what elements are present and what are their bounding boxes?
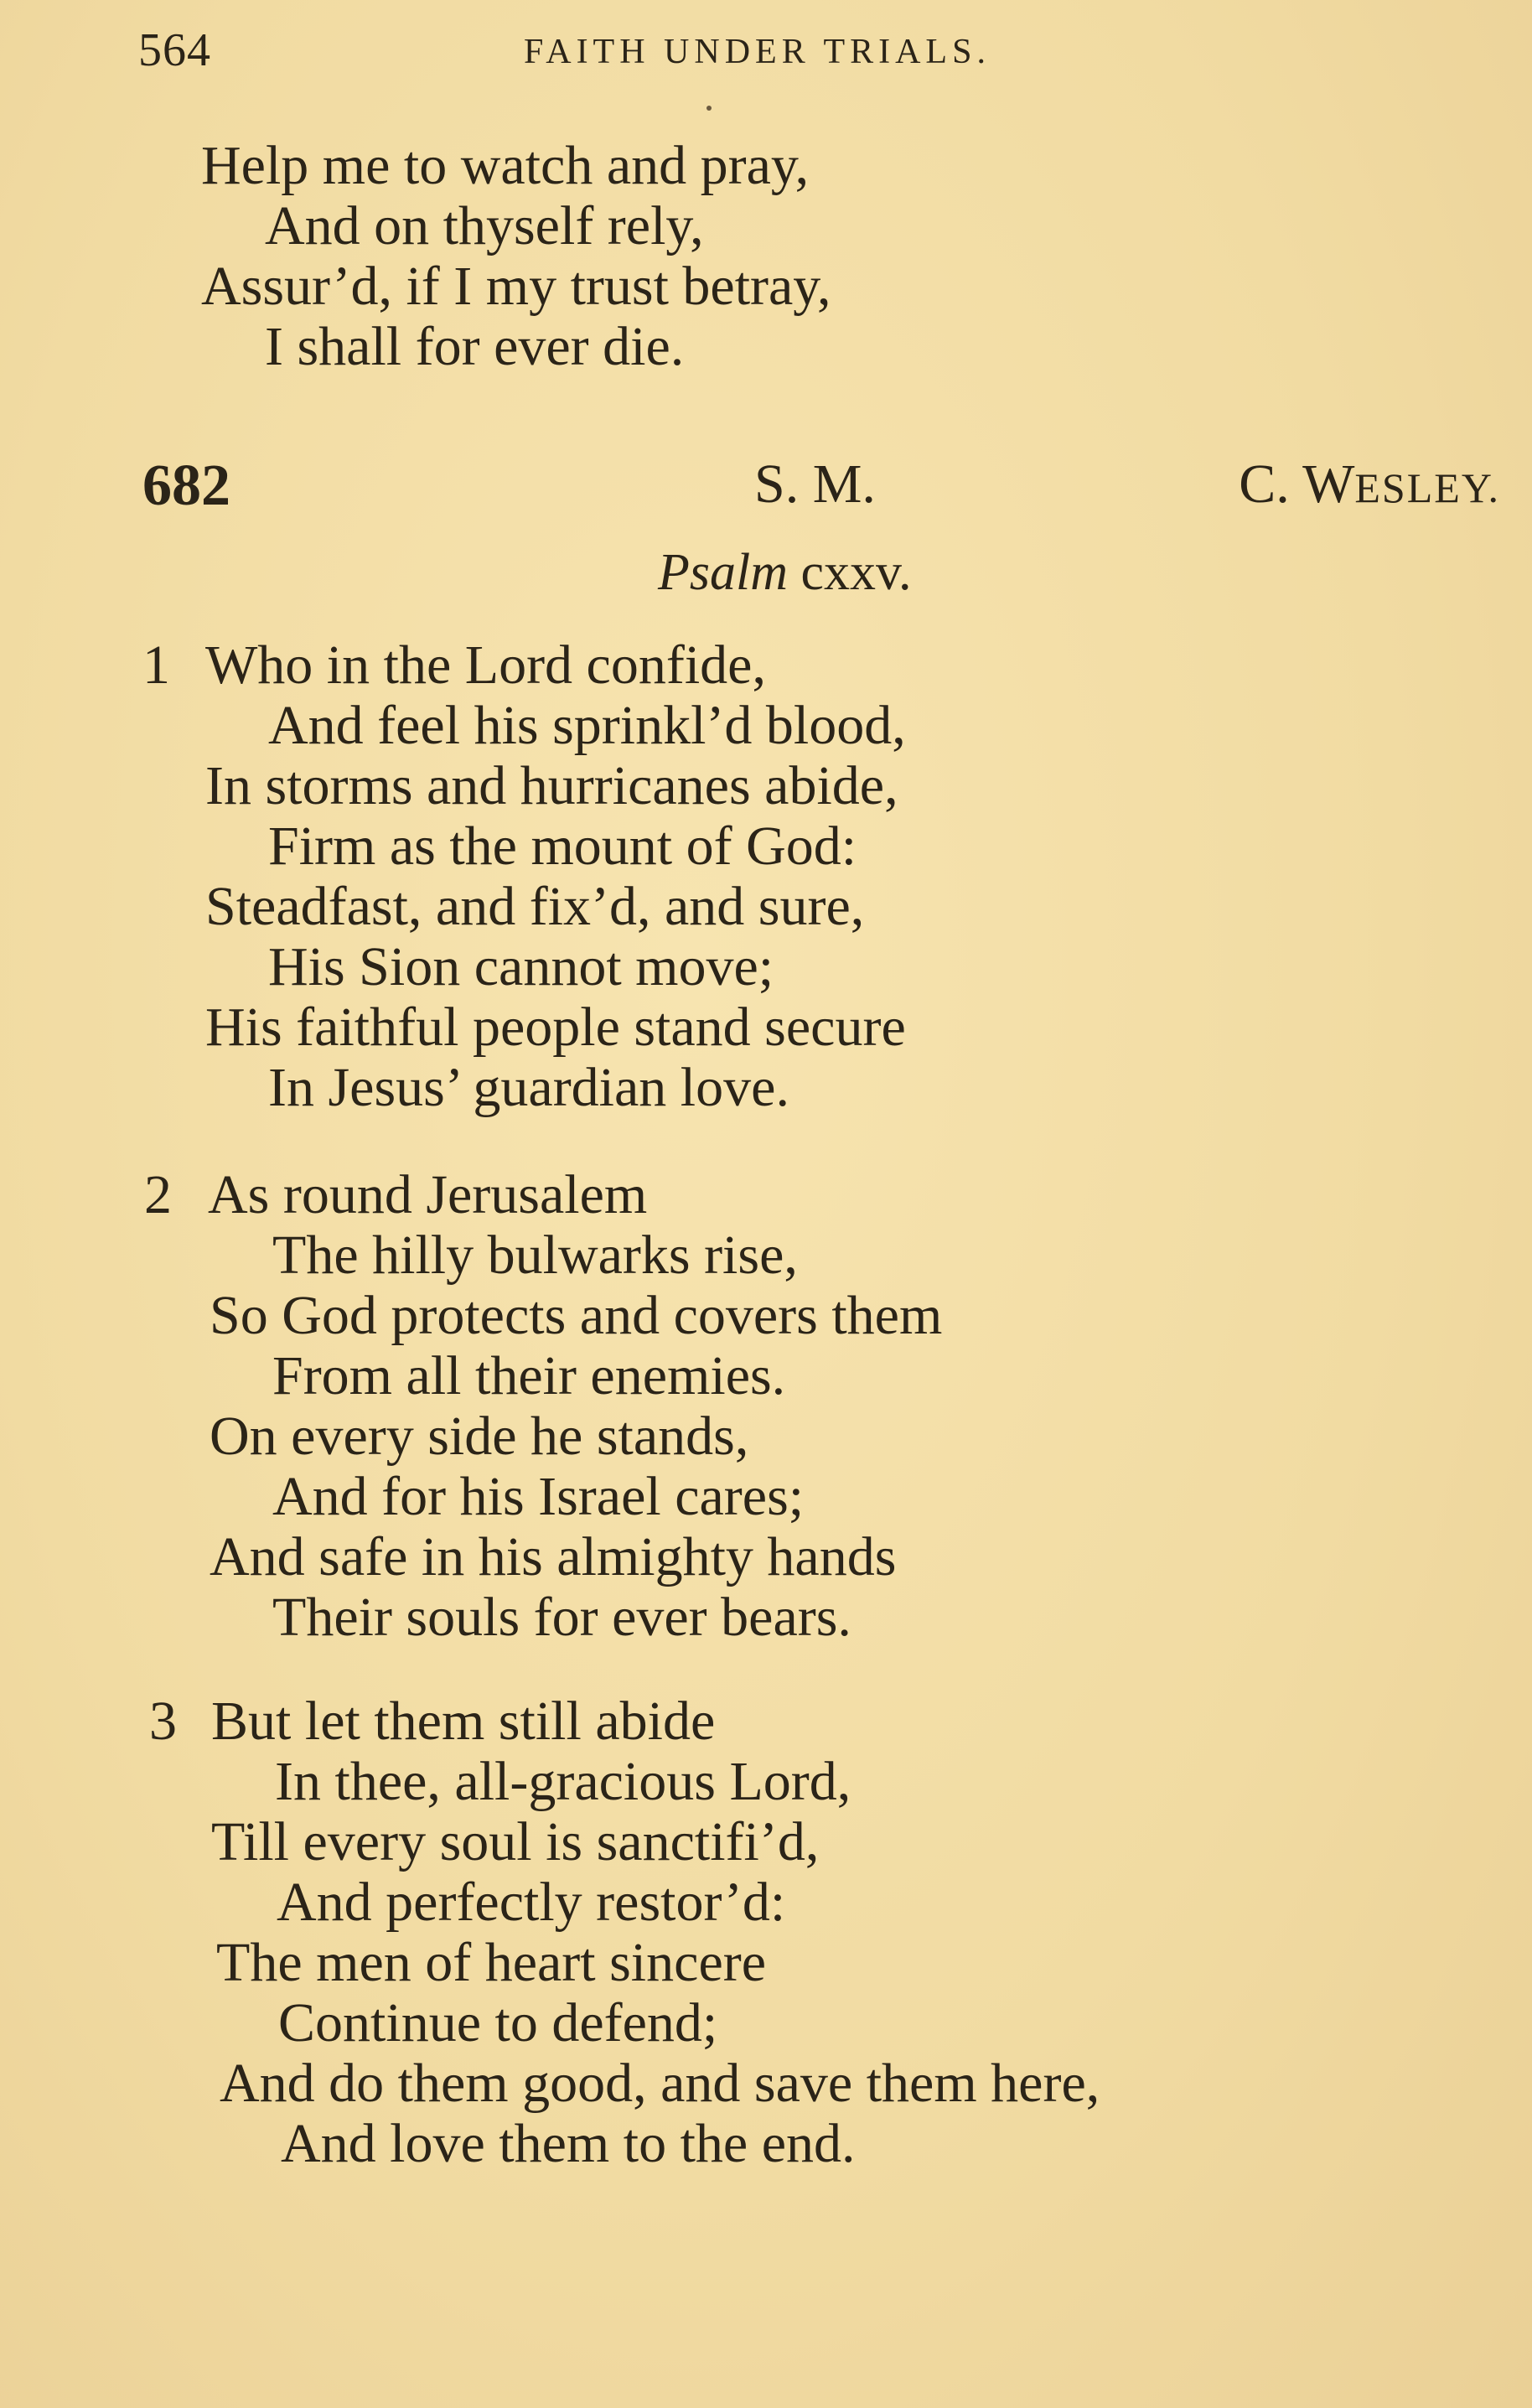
stanza-2-line-6: And for his Israel cares; (272, 1466, 805, 1527)
running-title: FAITH UNDER TRIALS. (524, 33, 991, 71)
stanza-3-line-3: Till every soul is sanctifi’d, (211, 1811, 820, 1872)
stanza-2-line-7: And safe in his almighty hands (210, 1526, 897, 1587)
prev-line-1: Help me to watch and pray, (201, 135, 810, 196)
stanza-1-line-7: His faithful people stand secure (205, 997, 906, 1058)
stanza-2-line-8: Their souls for ever bears. (272, 1587, 851, 1648)
hymn-source (658, 543, 912, 603)
prev-line-3: Assur’d, if I my trust betray, (201, 256, 831, 317)
author-initial: C. W (1239, 453, 1355, 515)
stanza-3-number: 3 (149, 1691, 177, 1752)
hymn-heading (142, 453, 1500, 520)
stanza-3-line-1: But let them still abide (211, 1691, 716, 1752)
page-number: 564 (138, 24, 211, 76)
stanza-3-line-5: The men of heart sincere (216, 1932, 767, 1993)
stanza-3-line-7: And do them good, and save them here, (220, 2053, 1100, 2114)
stanza-2-line-2: The hilly bulwarks rise, (272, 1225, 798, 1286)
stanza-1-line-8: In Jesus’ guardian love. (268, 1057, 789, 1118)
stanza-2-number: 2 (144, 1164, 172, 1225)
stanza-2-line-1: As round Jerusalem (208, 1164, 648, 1225)
stanza-1-number: 1 (142, 634, 170, 696)
stanza-3-line-4: And perfectly restor’d: (277, 1872, 786, 1933)
hymn-meter: S. M. (754, 453, 876, 515)
stanza-2-line-4: From all their enemies. (272, 1345, 786, 1406)
stanza-1-line-3: In storms and hurricanes abide, (205, 755, 898, 816)
page-header (138, 23, 1144, 82)
stanza-1-line-6: His Sion cannot move; (268, 936, 774, 997)
stanza-3-line-6: Continue to defend; (278, 1992, 718, 2053)
stanza-1-line-2: And feel his sprinkl’d blood, (268, 695, 906, 756)
stanza-1-line-1: Who in the Lord confide, (205, 634, 766, 696)
stanza-1-line-4: Firm as the mount of God: (268, 816, 857, 877)
stanza-3-line-8: And love them to the end. (281, 2113, 856, 2174)
stanza-1-line-5: Steadfast, and fix’d, and sure, (205, 876, 865, 937)
author-surname: ESLEY. (1354, 464, 1500, 511)
stanza-3-line-2: In thee, all-gracious Lord, (275, 1751, 851, 1812)
source-number: cxxv. (788, 544, 912, 601)
hymn-author (1239, 453, 1500, 516)
stanza-2-line-5: On every side he stands, (210, 1406, 749, 1467)
prev-line-2: And on thyself rely, (265, 195, 704, 256)
hymn-number: 682 (142, 453, 230, 518)
source-psalm: Psalm (658, 544, 788, 601)
prev-line-4: I shall for ever die. (265, 316, 685, 377)
ink-speck (706, 106, 712, 111)
stanza-2-line-3: So God protects and covers them (210, 1285, 943, 1346)
